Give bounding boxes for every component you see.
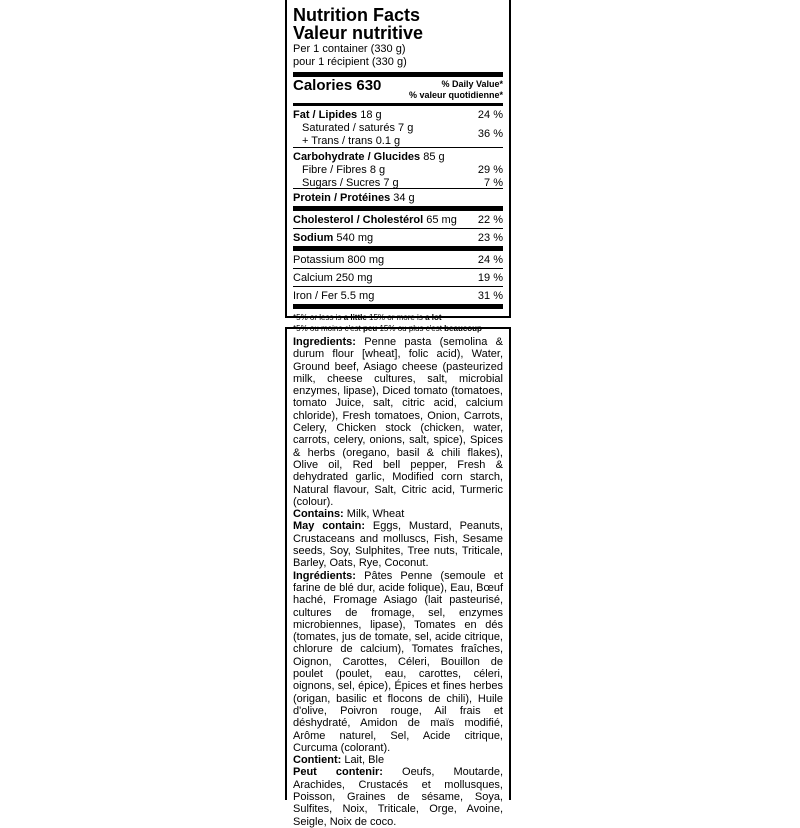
contains-fr — [293, 754, 503, 766]
sugars-label: Sugars / Sucres — [302, 177, 381, 189]
saturated-label: Saturated / saturés — [302, 122, 395, 134]
sat-trans-row — [293, 122, 503, 148]
calories-row — [293, 77, 503, 103]
cholesterol-amount: 65 mg — [426, 214, 457, 226]
thick-divider — [293, 304, 503, 309]
contains-en-label: Contains: — [293, 508, 344, 521]
potassium-pct: 24 % — [477, 254, 503, 266]
footnote-fr-beaucoup: beaucoup — [444, 324, 482, 333]
footnote-en — [293, 312, 503, 323]
protein-label: Protein / Protéines — [293, 192, 391, 204]
sat-trans-pct: 36 % — [477, 128, 503, 140]
trans-amount: 0.1 g — [375, 135, 401, 147]
contains-fr-text: Lait, Ble — [341, 754, 385, 767]
fibre-amount: 8 g — [369, 164, 386, 176]
iron-pct: 31 % — [477, 290, 503, 302]
potassium-block — [293, 251, 503, 268]
footnote-en-text: *5% or less is — [293, 313, 344, 322]
cholesterol-pct: 22 % — [477, 214, 503, 226]
nutrition-facts-panel — [285, 0, 511, 333]
footnote-fr-peu: peu — [363, 324, 378, 333]
calcium-pct: 19 % — [477, 272, 503, 284]
sodium-pct: 23 % — [477, 232, 503, 244]
calories — [293, 78, 381, 94]
potassium-label: Potassium 800 mg — [293, 254, 385, 266]
ingredients-en — [293, 336, 503, 508]
calcium-row — [293, 272, 503, 285]
contains-fr-label: Contient: — [293, 754, 342, 767]
contains-en — [293, 508, 503, 520]
calories-value: 630 — [356, 77, 382, 94]
calcium-block — [293, 269, 503, 286]
cholesterol-row — [293, 214, 503, 227]
carb-amount: 85 g — [423, 151, 445, 163]
calories-label: Calories — [293, 77, 353, 94]
footnote-fr-text: 15% ou plus c'est — [377, 324, 445, 333]
protein-amount: 34 g — [393, 192, 415, 204]
sodium-block — [293, 229, 503, 246]
protein-row — [293, 192, 503, 205]
may-contain-en-label: May contain: — [293, 520, 366, 533]
trans-label: + Trans / trans — [302, 135, 373, 147]
sugars-pct: 7 % — [484, 177, 503, 189]
fat-block — [293, 106, 503, 147]
serving-size-fr: pour 1 récipient (330 g) — [293, 56, 407, 68]
carb-block — [293, 148, 503, 188]
serving-size-en: Per 1 container (330 g) — [293, 43, 406, 55]
sodium-row — [293, 232, 503, 245]
footnote-en-text: 15% or more is — [366, 313, 426, 322]
nutrition-title-en: Nutrition Facts — [293, 5, 421, 25]
iron-label: Iron / Fer 5.5 mg — [293, 290, 375, 302]
fibre-pct: 29 % — [477, 164, 503, 176]
fibre-row — [293, 164, 503, 177]
fibre-label: Fibre / Fibres — [302, 164, 367, 176]
may-contain-en-text: Eggs, Mustard, Peanuts, Crustaceans and molluscs, Fish, Sesame seeds, Soy, Sulphites, Tree nuts, Triticale, Barley, Oats, Rye, Coconut. — [293, 520, 503, 570]
cholesterol-label: Cholesterol / Cholestérol — [293, 214, 424, 226]
calcium-label: Calcium 250 mg — [293, 272, 373, 284]
fat-row — [293, 109, 503, 122]
ingredients-fr — [293, 570, 503, 754]
daily-value-header-fr: % valeur quotidienne* — [408, 90, 503, 100]
sugars-amount: 7 g — [383, 177, 399, 189]
carb-row — [293, 151, 503, 164]
fat-label: Fat / Lipides — [293, 109, 358, 121]
daily-value-header-en: % Daily Value* — [441, 79, 503, 89]
iron-row — [293, 290, 503, 303]
potassium-row — [293, 254, 503, 267]
ingredients-panel — [285, 327, 511, 828]
may-contain-en — [293, 520, 503, 569]
ingredients-en-text: Penne pasta (semolina & durum flour [wheat], folic acid), Water, Ground beef, Asiago cheese (pasteurized milk, cheese cultures, salt, microbial enzymes, lipase), Diced tomato (tomatoes, tomato Juice, salt, citric acid, calcium chloride), Fresh tomatoes, Onion, Carrots, Celery, Chicken stock (chicken, water, carrots, celery, onions, salt, spice), Spices & herbs (oregano, basil & chili flakes), Olive oil, Red bell pepper, Fresh & dehydrated garlic, Modified corn starch, Natural flavour, Salt, Citric acid, Turmeric (colour). — [293, 336, 503, 508]
ingredients-fr-text: Pâtes Penne (semoule et farine de blé dur, acide folique), Eau, Bœuf haché, Fromage Asiago (lait pasteurisé, cultures de fromage, sel, enzymes microbiennes, lipase), Tomates en dés (tomates, jus de tomate, sel, acide citrique, chlorure de calcium), Tomates fraîches, Oignon, Carottes, Céleri, Bouillon de poulet (poulet, eau, carottes, céleri, oignons, sel, épice), Épices et fines herbes (origan, basilic et flocons de chili), Huile d'olive, Poivron rouge, Ail frais et déshydraté, Amidon de maïs modifié, Arôme naturel, Sel, Acide citrique, Curcuma (colorant). — [293, 569, 503, 754]
carb-label: Carbohydrate / Glucides — [293, 151, 421, 163]
footnote-en-little: a little — [343, 313, 367, 322]
sodium-label: Sodium — [293, 232, 334, 244]
fat-amount: 18 g — [360, 109, 382, 121]
ingredients-en-label: Ingredients: — [293, 336, 356, 348]
footnote-fr-text: *5% ou moins c'est — [293, 324, 364, 333]
footnote-en-lot: a lot — [425, 313, 442, 322]
nutrition-title-fr: Valeur nutritive — [293, 23, 424, 43]
cholesterol-block — [293, 211, 503, 228]
sodium-amount: 540 mg — [336, 232, 374, 244]
fat-pct: 24 % — [477, 109, 503, 121]
may-contain-fr-text: Oeufs, Moutarde, Arachides, Crustacés et mollusques, Poisson, Graines de sésame, Soya, Sulfites, Noix, Triticale, Orge, Avoine, Seigle, Noix de coco. — [293, 766, 503, 828]
may-contain-fr-label: Peut contenir: — [293, 766, 383, 779]
may-contain-fr — [293, 766, 503, 827]
iron-block — [293, 287, 503, 304]
saturated-amount: 7 g — [398, 122, 414, 134]
contains-en-text: Milk, Wheat — [343, 508, 405, 521]
protein-block — [293, 189, 503, 206]
ingredients-fr-label: Ingrédients: — [293, 569, 356, 582]
daily-value-header — [409, 79, 503, 101]
